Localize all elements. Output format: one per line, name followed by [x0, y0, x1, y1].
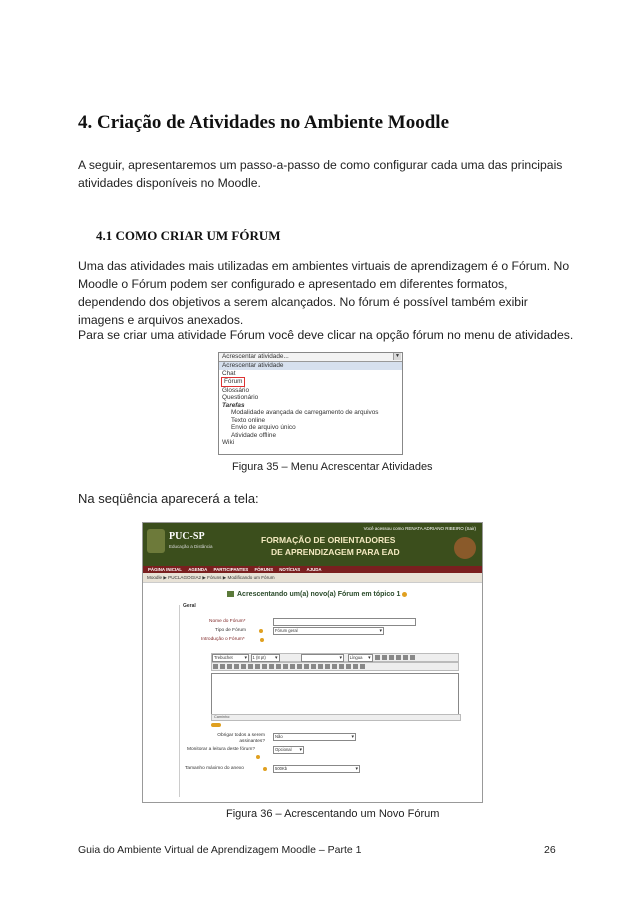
align-left-icon[interactable] [213, 664, 218, 669]
style-select[interactable] [301, 654, 344, 662]
size-select[interactable]: 1 (8 pt) ▾ [251, 654, 280, 662]
align-center-icon[interactable] [220, 664, 225, 669]
align-right-icon[interactable] [227, 664, 232, 669]
page-number: 26 [544, 844, 556, 856]
forum-icon [227, 591, 234, 597]
editor-toolbar-row1 [211, 653, 459, 662]
menu-item-tarefas[interactable]: Tarefas [222, 401, 245, 409]
nav-item-help[interactable]: AJUDA [306, 567, 322, 572]
forum-intro-label: Introdução o Fórum* [201, 637, 245, 642]
nav-item-news[interactable]: NOTÍCIAS [279, 567, 301, 572]
special-char-icon[interactable] [339, 664, 344, 669]
footer-title: Guia do Ambiente Virtual de Aprendizagem Moodle – Parte 1 [78, 844, 362, 856]
activity-select[interactable] [219, 353, 402, 362]
table-icon[interactable] [325, 664, 330, 669]
language-select[interactable]: Língua ▾ [348, 654, 373, 662]
hr-icon[interactable] [290, 664, 295, 669]
intro-paragraph: A seguir, apresentaremos um passo-a-passo de como configurar cada uma das principais atividades disponíveis no Moodle. [78, 158, 563, 190]
fullscreen-icon[interactable] [360, 664, 365, 669]
nav-item-forums[interactable]: FÓRUNS [254, 567, 273, 572]
chevron-down-icon[interactable]: ▼ [393, 353, 401, 360]
font-select[interactable]: Trebuchet ▾ [212, 654, 249, 662]
unordered-list-icon[interactable] [255, 664, 260, 669]
ltr-icon[interactable] [241, 664, 246, 669]
outdent-icon[interactable] [262, 664, 267, 669]
site-banner [143, 523, 482, 566]
moodle-screenshot-figure [142, 522, 483, 803]
force-subscribe-label: Obrigar todos a serem assinantes? [217, 733, 265, 744]
editor-path-bar: Caminho: [211, 714, 461, 721]
max-attachment-select[interactable]: 500Kb ▾ [273, 765, 360, 773]
activity-select-value: Acrescentar atividade... [222, 353, 289, 360]
forum-name-input[interactable] [273, 618, 416, 626]
tracking-label: Monitorar a leitura deste fórum? [187, 747, 255, 752]
menu-item-questionário[interactable]: Questionário [222, 394, 259, 402]
figure35-caption: Figura 35 – Menu Acrescentar Atividades [232, 461, 433, 473]
superscript-icon[interactable] [410, 655, 415, 660]
section-heading: 4.1 COMO CRIAR UM FÓRUM [96, 228, 281, 243]
menu-item-chat[interactable]: Chat [222, 369, 236, 377]
nav-item-home[interactable]: PÁGINA INICIAL [148, 567, 182, 572]
login-info[interactable]: Você acessou como RENATA ADRIANO RIBEIRO (Sair) [363, 526, 476, 531]
menu-item-glossário[interactable]: Glossário [222, 386, 249, 394]
subscript-icon[interactable] [403, 655, 408, 660]
text-color-icon[interactable] [276, 664, 281, 669]
activity-menu-list [219, 362, 402, 447]
forum-name-label: Nome do Fórum* [209, 619, 246, 624]
menu-item-envio-de-arquivo-único[interactable]: Envio de arquivo único [231, 424, 296, 432]
max-attachment-label: Tamanho máximo do anexo [185, 766, 244, 771]
help-about-icon[interactable] [211, 723, 221, 727]
forum-type-select[interactable]: Fórum geral ▾ [273, 627, 384, 635]
site-logo: PUC-SP [169, 531, 205, 542]
menu-item-texto-online[interactable]: Texto online [231, 416, 266, 424]
bg-color-icon[interactable] [283, 664, 288, 669]
help-icon[interactable] [260, 638, 264, 642]
instruction-paragraph: Para se criar uma atividade Fórum você deve clicar na opção fórum no menu de atividades. [78, 328, 574, 342]
form-title [227, 591, 407, 598]
link-icon[interactable] [304, 664, 309, 669]
nav-item-calendar[interactable]: AGENDA [188, 567, 208, 572]
strike-icon[interactable] [396, 655, 401, 660]
unlink-icon[interactable] [311, 664, 316, 669]
intro-editor-area[interactable] [211, 673, 459, 715]
editor-toolbar-row2 [211, 662, 459, 671]
shield-icon [147, 529, 165, 553]
figure36-caption: Figura 36 – Acrescentando um Novo Fórum [226, 808, 440, 820]
site-logo-subtitle: Educação a Distância [169, 544, 213, 549]
ordered-list-icon[interactable] [248, 664, 253, 669]
anchor-icon[interactable] [297, 664, 302, 669]
image-icon[interactable] [318, 664, 323, 669]
search-icon[interactable] [346, 664, 351, 669]
banner-illustration-icon [454, 537, 476, 559]
menu-item-fórum[interactable] [219, 377, 402, 387]
breadcrumb[interactable]: Moodle ▶ PUCLAGOGIA2 ▶ Fóruns ▶ Modificando um Fórum [143, 573, 482, 583]
menu-item-wiki[interactable]: Wiki [222, 439, 235, 447]
force-subscribe-select[interactable]: Não ▾ [273, 733, 356, 741]
form-title-text: Acrescentando um(a) novo(a) Fórum em tópico 1 [237, 591, 401, 598]
justify-icon[interactable] [234, 664, 239, 669]
fieldset-legend: Geral [183, 603, 196, 609]
menu-item-modalidade-avançada-de-carregamento-de-arquivos[interactable]: Modalidade avançada de carregamento de arquivos [231, 409, 379, 417]
indent-icon[interactable] [269, 664, 274, 669]
lead-text: Na seqüência aparecerá a tela: [78, 491, 259, 506]
bold-icon[interactable] [375, 655, 380, 660]
help-icon[interactable] [402, 592, 407, 597]
help-icon[interactable] [259, 629, 263, 633]
help-icon[interactable] [256, 755, 260, 759]
banner-title-line1: FORMAÇÃO DE ORIENTADORES [261, 535, 396, 545]
chapter-heading: 4. Criação de Atividades no Ambiente Moodle [78, 112, 450, 133]
menu-item-atividade-offline[interactable]: Atividade offline [231, 431, 277, 439]
forum-paragraph: Uma das atividades mais utilizadas em ambientes virtuais de aprendizagem é o Fórum. No Moodle o Fórum podem ser configurado e apresentado em diferentes formatos, dependendo dos objetivos a serem alcançados. No fórum é possível também exibir imagens e arquivos anexados. [78, 259, 570, 327]
underline-icon[interactable] [389, 655, 394, 660]
smiley-icon[interactable] [332, 664, 337, 669]
menu-item-acrescentar-atividade[interactable]: Acrescentar atividade [219, 362, 402, 370]
forum-type-label: Tipo de Fórum [215, 628, 247, 633]
html-icon[interactable] [353, 664, 358, 669]
banner-title-line2: DE APRENDIZAGEM PARA EAD [271, 547, 400, 557]
activity-menu-figure [218, 352, 403, 455]
help-icon[interactable] [263, 767, 267, 771]
tracking-select[interactable]: Opcional ▾ [273, 746, 304, 754]
nav-item-participants[interactable]: PARTICIPANTES [213, 567, 249, 572]
forum-option-highlight[interactable]: Fórum [221, 377, 245, 387]
main-nav [143, 566, 482, 573]
italic-icon[interactable] [382, 655, 387, 660]
